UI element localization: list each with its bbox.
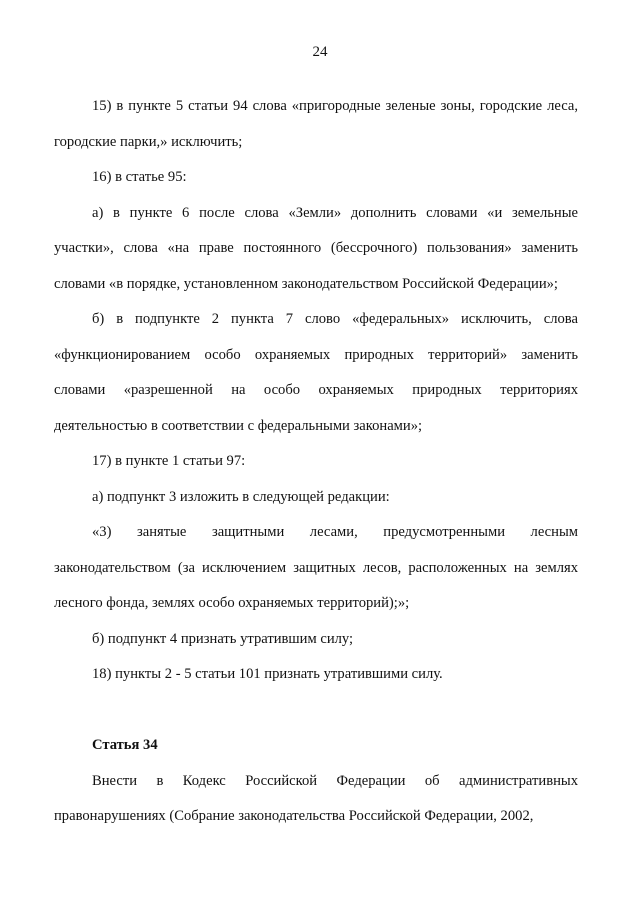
paragraph-item-16b: б) в подпункте 2 пункта 7 слово «федеральных» исключить, слова «функционированием особо охраняемых природных территорий» заменить словами «разрешенной на особо охраняемых природных территориях деятельностью в соответствии с федеральными законами»; bbox=[54, 311, 578, 434]
section-spacer bbox=[54, 693, 578, 729]
document-body bbox=[54, 89, 578, 835]
page-number: 24 bbox=[312, 44, 328, 60]
paragraph-item-17: 17) в пункте 1 статьи 97: bbox=[92, 453, 246, 469]
article-paragraph: Внести в Кодекс Российской Федерации об административных правонарушениях (Собрание законодательства Российской Федерации, 2002, bbox=[54, 772, 578, 824]
paragraph-item-15: 15) в пункте 5 статьи 94 слова «пригородные зеленые зоны, городские леса, городские парки,» исключить; bbox=[54, 98, 578, 150]
article-heading: Статья 34 bbox=[92, 737, 158, 753]
paragraph-item-17a: а) подпункт 3 изложить в следующей редакции: bbox=[92, 488, 390, 505]
paragraph-item-16: 16) в статье 95: bbox=[92, 169, 187, 185]
paragraph-item-18: 18) пункты 2 - 5 статьи 101 признать утратившими силу. bbox=[92, 666, 443, 682]
paragraph-item-17b: б) подпункт 4 признать утратившим силу; bbox=[92, 630, 354, 647]
paragraph-item-16a: а) в пункте 6 после слова «Земли» дополнить словами «и земельные участки», слова «на праве постоянного (бессрочного) пользования» заменить словами «в порядке, установленном законодательством Российской Федерации»; bbox=[54, 204, 578, 292]
paragraph-item-17a-3: «3) занятые защитными лесами, предусмотренными лесным законодательством (за исключением защитных лесов, расположенных на землях лесного фонда, землях особо охраняемых территорий);»; bbox=[54, 524, 578, 611]
